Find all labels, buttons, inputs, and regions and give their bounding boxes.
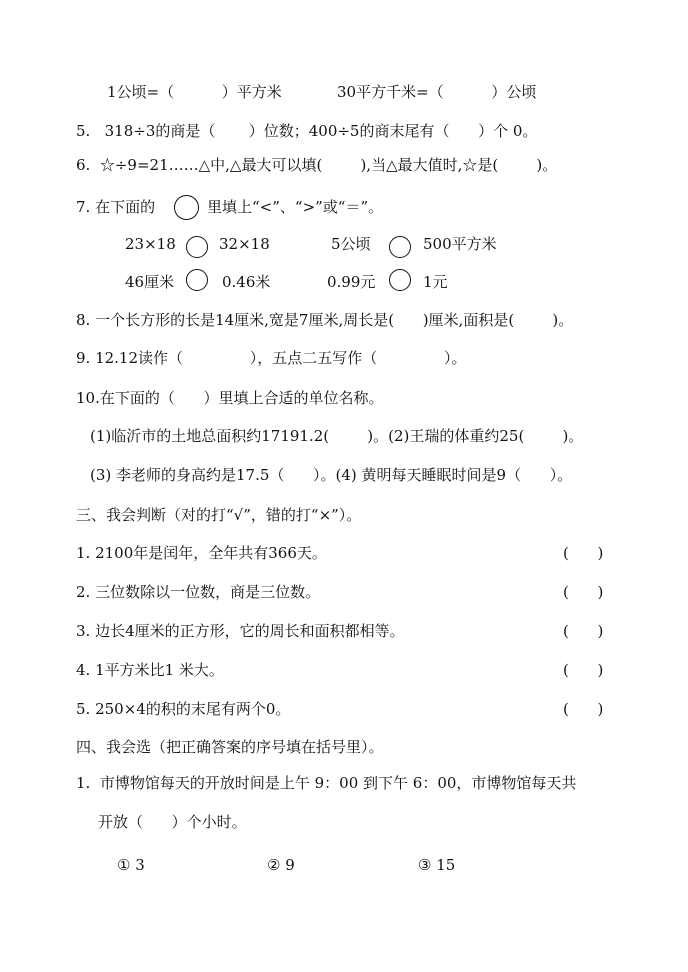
question-8: 8. 一个长方形的长是14厘米,宽是7厘米,周长是( )厘米,面积是( )。	[76, 311, 574, 329]
option-1: ① 3	[117, 856, 145, 874]
q-area-2: 30平方千米=（ ）公顷	[337, 83, 537, 101]
choice-1-line-b: 开放（ ）个小时。	[98, 813, 247, 831]
judge-3: 3. 边长4厘米的正方形，它的周长和面积都相等。	[76, 622, 405, 640]
section-3-title: 三、我会判断（对的打“√”，错的打“×”）。	[76, 506, 362, 524]
judge-4: 4. 1平方米比1 米大。	[76, 661, 224, 679]
question-5: 5. 318÷3的商是（ ）位数；400÷5的商末尾有（ ）个 0。	[76, 122, 538, 140]
compare-1-left: 23×18	[125, 235, 176, 253]
q-area-1: 1公顷=（ ）平方米	[107, 83, 282, 101]
choice-1-line-a: 1. 市博物馆每天的开放时间是上午 9：00 到下午 6：00，市博物馆每天共	[76, 774, 577, 792]
judge-1-answer: ( )	[563, 544, 604, 562]
judge-4-answer: ( )	[563, 661, 604, 679]
compare-circle-icon	[389, 269, 411, 291]
compare-circle-icon	[174, 195, 199, 220]
judge-5: 5. 250×4的积的末尾有两个0。	[76, 700, 291, 718]
compare-4-right: 1元	[423, 273, 448, 291]
question-7-text-a: 7. 在下面的	[76, 198, 156, 216]
question-10: 10.在下面的（ ）里填上合适的单位名称。	[76, 389, 384, 407]
question-10-part-a: (1)临沂市的土地总面积约17191.2( )。(2)王瑞的体重约25( )。	[90, 427, 584, 445]
compare-2-left: 5公顷	[331, 235, 371, 253]
compare-circle-icon	[186, 236, 208, 258]
judge-2-answer: ( )	[563, 583, 604, 601]
question-9: 9. 12.12读作（ ），五点二五写作（ ）。	[76, 349, 467, 367]
compare-circle-icon	[186, 269, 208, 291]
judge-3-answer: ( )	[563, 622, 604, 640]
compare-4-left: 0.99元	[327, 273, 376, 291]
compare-circle-icon	[389, 236, 411, 258]
section-4-title: 四、我会选（把正确答案的序号填在括号里）。	[76, 738, 384, 756]
compare-1-right: 32×18	[219, 235, 270, 253]
question-6: 6. ☆÷9=21……△中,△最大可以填( ),当△最大值时,☆是( )。	[76, 156, 558, 174]
judge-1: 1. 2100年是闰年，全年共有366天。	[76, 544, 327, 562]
question-7-text-b: 里填上“<”、“>”或“＝”。	[207, 198, 384, 216]
compare-3-left: 46厘米	[125, 273, 175, 291]
compare-3-right: 0.46米	[222, 273, 271, 291]
option-3: ③ 15	[418, 856, 456, 874]
question-10-part-b: (3) 李老师的身高约是17.5（ ）。(4) 黄明每天睡眠时间是9（ ）。	[90, 466, 573, 484]
option-2: ② 9	[267, 856, 295, 874]
compare-2-right: 500平方米	[423, 235, 497, 253]
judge-5-answer: ( )	[563, 700, 604, 718]
judge-2: 2. 三位数除以一位数，商是三位数。	[76, 583, 321, 601]
